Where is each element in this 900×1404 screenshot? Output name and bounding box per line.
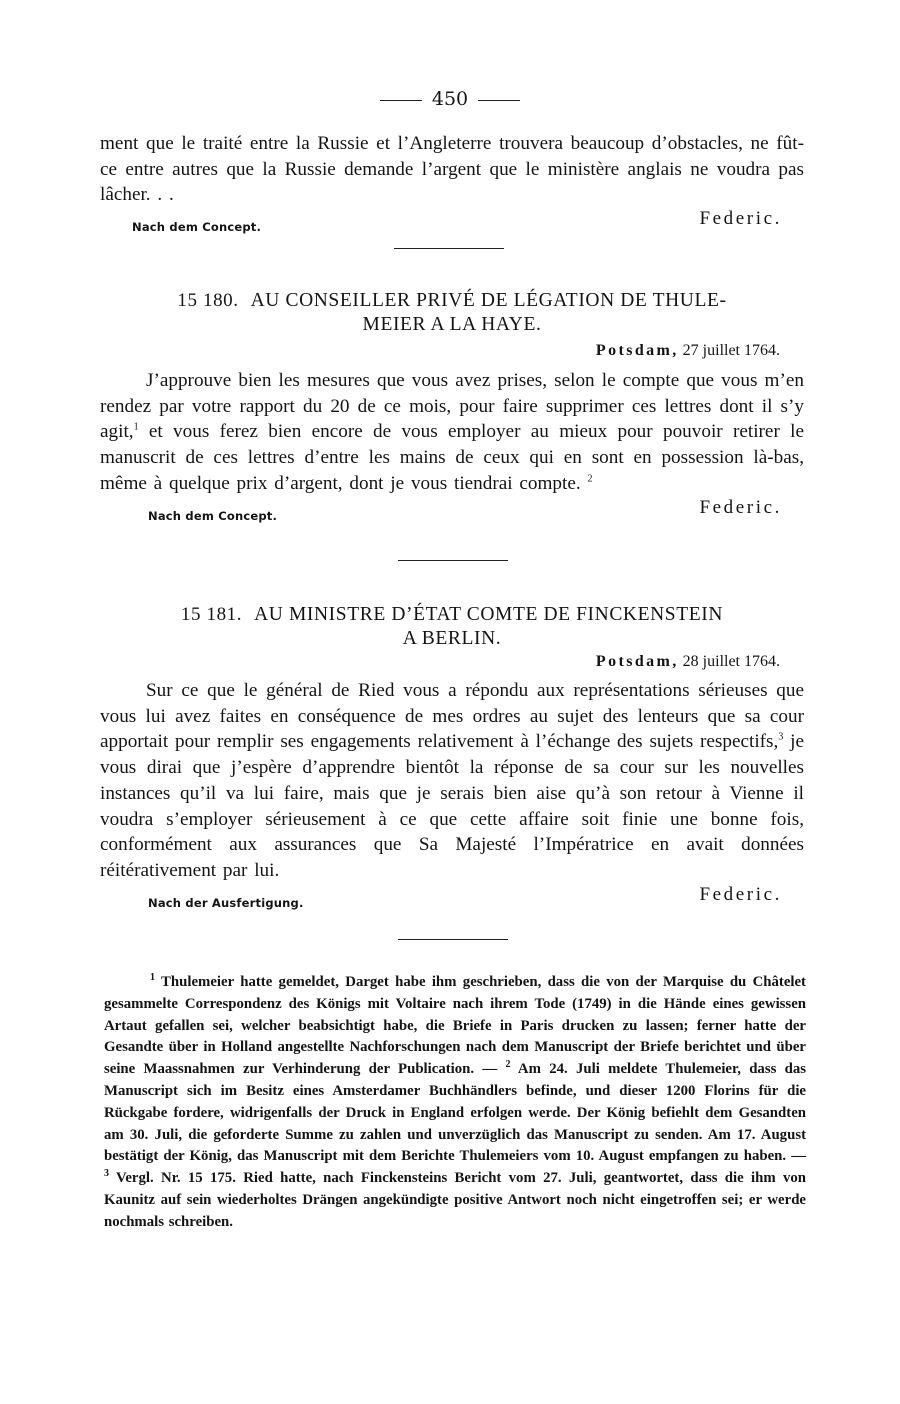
footnote-3: Vergl. Nr. 15 175. Ried hatte, nach Finckensteins Bericht vom 27. Juli, geantwortet, dass die ihm von Kaunitz auf sein wiederholtes Drängen angekündigte positive Antwort noch nicht eingetroffen sei; er werde nochmals schreiben. <box>104 1170 806 1230</box>
letter-15181-date-place: Potsdam, <box>595 653 679 670</box>
letter-15180-paragraph <box>100 368 804 497</box>
intro-section <box>100 131 804 236</box>
letter-15181-number: 15 181. <box>180 604 243 625</box>
separator-rule-1 <box>394 248 504 249</box>
page-number-dash-left <box>380 100 422 101</box>
letter-15180-text-a: J’approuve bien les mesures que vous avez prises, selon le compte que vous m’en rendez par votre rapport du 20 de ce mois, pour faire supprimer ces lettres dont il s’y agit, <box>100 370 804 443</box>
letter-15180-heading <box>100 289 804 337</box>
letter-15181-source-line <box>100 884 804 912</box>
separator-rule-3 <box>398 939 508 940</box>
letter-15181-date <box>596 653 780 671</box>
letter-15181-date-day: 28 juillet 1764. <box>682 653 780 670</box>
footnote-2: Am 24. Juli meldete Thulemeier, dass das Manuscript sich im Besitz eines Amsterdamer Buchhändlers befinde, und dieser 1200 Florins für die Rückgabe fordere, widrigenfalls der Druck in England erfolgen werde. Der König befiehlt dem Gesandten am 30. Juli, die geforderte Summe zu zahlen und unverzüglich das Manuscript zu senden. Am 17. August bestätigt der König, das Manuscript mit dem Berichte Thulemeiers vom 10. August empfangen zu haben. — <box>104 1061 806 1165</box>
letter-15180-title-2: MEIER A LA HAYE. <box>362 314 542 335</box>
letter-15181-signature: Federic. <box>699 883 782 905</box>
intro-source: Nach dem Concept. <box>132 220 262 235</box>
letter-15181-text-a: Sur ce que le général de Ried vous a répondu aux représentations sérieuses que vous lui avez faites en conséquence de mes ordres au sujet des lenteurs que sa cour apportait pour remplir ses engagements relativement à l’échange des sujets respectifs, <box>100 680 804 753</box>
page-number-text: 450 <box>431 88 469 110</box>
page-number <box>0 88 900 110</box>
footnote-ref-1: 1 <box>133 422 139 434</box>
letter-15181-body <box>100 678 804 912</box>
letter-15180-body <box>100 368 804 525</box>
letter-15181-text-b: je vous dirai que j’espère d’apprendre bientôt la réponse de sa cour sur les nouvelles instances qu’il va lui faire, mais que je serais bien aise qu’à son retour à Vienne il voudra s’employer sérieusement à ce que cette affaire soit finie une bonne fois, conformément aux assurances que Sa Majesté l’Impératrice en avait données réitérativement par lui. <box>100 731 804 881</box>
letter-15181-source: Nach der Ausfertigung. <box>148 895 304 910</box>
letter-15180-date-place: Potsdam, <box>595 342 679 359</box>
page-number-dash-right <box>478 100 520 101</box>
letter-15180-source: Nach dem Concept. <box>148 508 278 523</box>
letter-15181-heading-line1 <box>100 603 804 627</box>
letter-15180-number: 15 180. <box>177 290 239 311</box>
footnote-ref-2: 2 <box>587 473 593 485</box>
letter-15180-title-1: AU CONSEILLER PRIVÉ DE LÉGATION DE THULE- <box>250 290 727 311</box>
footnote-marker-3: 3 <box>104 1168 109 1180</box>
intro-signature: Federic. <box>699 208 782 230</box>
letter-15180-date <box>596 342 780 360</box>
letter-15180-text-b: et vous ferez bien encore de vous employer au mieux pour pouvoir retirer le manuscrit de ces lettres d’entre les mains de ceux qui en sont en possession là-bas, même à quelque prix d’argent, dont je vous tiendrai compte. <box>100 421 804 494</box>
footnote-marker-1: 1 <box>150 972 155 984</box>
letter-15180-source-line <box>100 497 804 525</box>
letter-15180-heading-line1 <box>100 289 804 313</box>
separator-rule-2 <box>398 560 508 561</box>
letter-15181-title-1: AU MINISTRE D’ÉTAT COMTE DE FINCKENSTEIN <box>254 604 724 625</box>
footnote-ref-3: 3 <box>778 732 784 744</box>
letter-15181-heading <box>100 603 804 651</box>
footnotes <box>104 972 806 1234</box>
footnote-marker-2: 2 <box>505 1059 511 1071</box>
letter-15181-paragraph <box>100 678 804 884</box>
letter-15180-date-day: 27 juillet 1764. <box>682 342 780 359</box>
letter-15181-title-2: A BERLIN. <box>402 628 502 649</box>
intro-paragraph: ment que le traité entre la Russie et l’Angleterre trouvera beaucoup d’obstacles, ne fût-ce entre autres que la Russie demande l’argent que le ministère anglais ne voudra pas lâcher. . . <box>100 133 804 206</box>
footnote-1: Thulemeier hatte gemeldet, Darget habe ihm geschrieben, dass die von der Marquise du Châtelet gesammelte Correspondenz des Königs mit Voltaire nach ihrem Tode (1749) in die Hände eines gewissen Artaut gefallen sei, welcher beabsichtigt habe, die Briefe in Paris drucken zu lassen; ferner hatte der Gesandte über in Holland angestellte Nachforschungen nach dem Manuscript der Briefe berichtet und über seine Maassnahmen zur Verhinderung der Publication. — <box>104 974 806 1078</box>
letter-15180-signature: Federic. <box>699 496 782 518</box>
intro-source-line <box>100 208 804 236</box>
